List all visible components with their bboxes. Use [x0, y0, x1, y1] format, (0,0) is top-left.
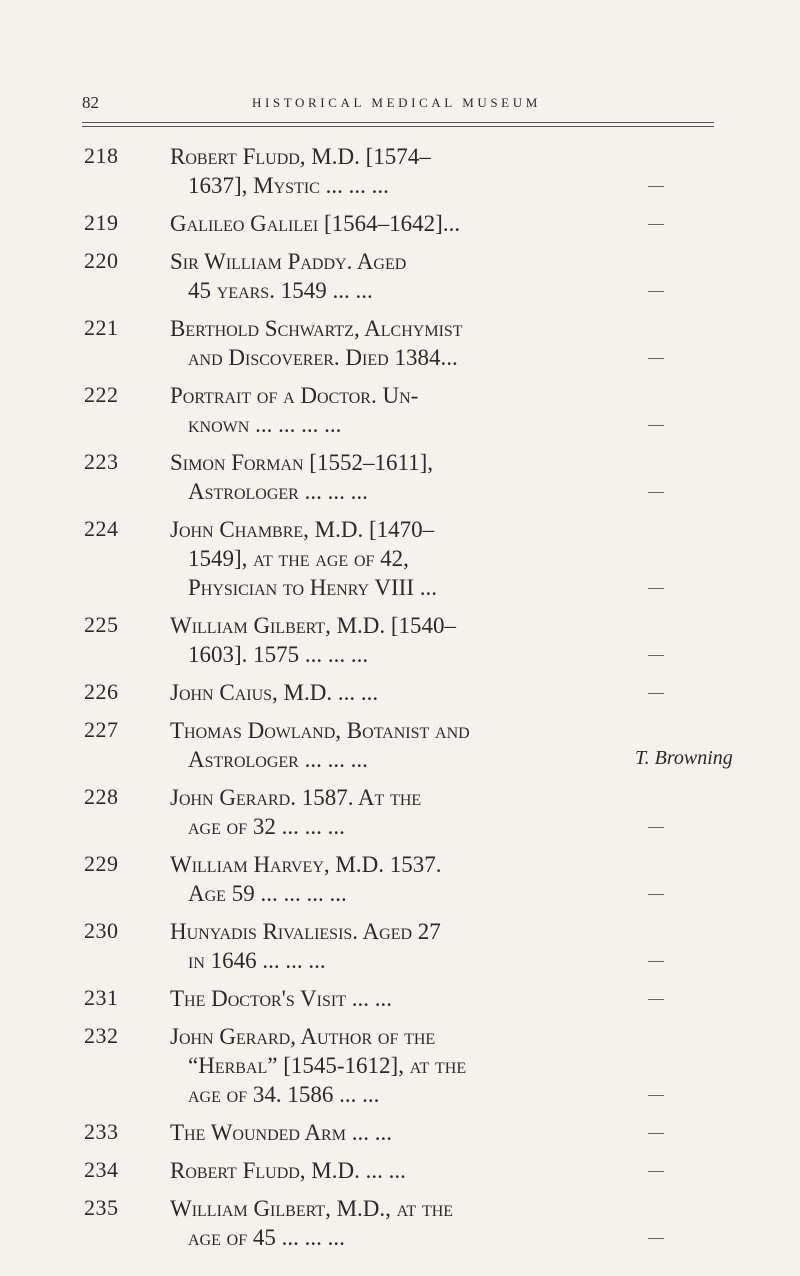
entry-line: Astrologer ... ... ...	[188, 747, 368, 772]
entry-line: Hunyadis Rivaliesis. Aged 27	[170, 919, 441, 944]
entry-number: 232	[84, 1023, 119, 1048]
entry-line: Robert Fludd, M.D. ... ...	[170, 1158, 406, 1183]
owner-dash	[648, 291, 664, 292]
entry-line: Sir William Paddy. Aged	[170, 249, 407, 274]
entry-line: Age 59 ... ... ... ...	[188, 881, 347, 906]
owner-dash	[648, 1238, 664, 1239]
entry-title	[170, 1022, 608, 1109]
header-rule-bottom	[82, 126, 714, 127]
catalogue-list	[0, 142, 800, 1261]
catalogue-entry	[0, 678, 800, 707]
entry-line: Astrologer ... ... ...	[188, 479, 368, 504]
entry-title	[170, 448, 608, 506]
entry-line: 1549], at the age of 42,	[188, 546, 409, 571]
entry-title	[170, 247, 608, 305]
owner-dash	[648, 655, 664, 656]
entry-title	[170, 314, 608, 372]
entry-line: 1637], Mystic ... ... ...	[188, 173, 389, 198]
entry-title	[170, 515, 608, 602]
owner-dash	[648, 224, 664, 225]
entry-line: in 1646 ... ... ...	[188, 948, 326, 973]
entry-line: William Gilbert, M.D. [1540–	[170, 613, 457, 638]
owner-dash	[648, 186, 664, 187]
owner-dash	[648, 1171, 664, 1172]
owner-dash	[648, 425, 664, 426]
owner-dash	[648, 492, 664, 493]
owner-dash	[648, 588, 664, 589]
entry-number: 234	[84, 1157, 119, 1182]
catalogue-entry	[0, 1118, 800, 1147]
catalogue-entry	[0, 142, 800, 200]
catalogue-entry	[0, 850, 800, 908]
entry-line: Berthold Schwartz, Alchymist	[170, 316, 463, 341]
catalogue-entry	[0, 515, 800, 602]
catalogue-entry	[0, 1022, 800, 1109]
entry-number: 223	[84, 449, 119, 474]
catalogue-entry	[0, 1156, 800, 1185]
owner-dash	[648, 1133, 664, 1134]
entry-title	[170, 783, 608, 841]
entry-number: 230	[84, 918, 119, 943]
entry-number: 222	[84, 382, 119, 407]
entry-number: 219	[84, 210, 119, 235]
entry-title	[170, 142, 608, 200]
catalogue-entry	[0, 209, 800, 238]
entry-line: The Wounded Arm ... ...	[170, 1120, 392, 1145]
catalogue-entry	[0, 381, 800, 439]
page-header	[0, 93, 800, 115]
entry-title	[170, 917, 608, 975]
entry-title	[170, 1156, 608, 1185]
catalogue-entry	[0, 1194, 800, 1252]
entry-title	[170, 381, 608, 439]
entry-line: William Gilbert, M.D., at the	[170, 1196, 454, 1221]
entry-line: Simon Forman [1552–1611],	[170, 450, 434, 475]
catalogue-entry	[0, 716, 800, 774]
entry-line: Physician to Henry VIII ...	[188, 575, 437, 600]
entry-title	[170, 850, 608, 908]
entry-number: 228	[84, 784, 119, 809]
entry-line: “Herbal” [1545-1612], at the	[188, 1053, 467, 1078]
entry-title	[170, 1118, 608, 1147]
owner-name: T. Browning	[635, 747, 733, 769]
catalogue-entry	[0, 314, 800, 372]
owner-dash	[648, 999, 664, 1000]
entry-line: and Discoverer. Died 1384...	[188, 345, 458, 370]
owner-dash	[648, 961, 664, 962]
entry-line: The Doctor's Visit ... ...	[170, 986, 392, 1011]
entry-line: John Chambre, M.D. [1470–	[170, 517, 435, 542]
owner-dash	[648, 358, 664, 359]
entry-line: William Harvey, M.D. 1537.	[170, 852, 442, 877]
owner-dash	[648, 1095, 664, 1096]
entry-number: 221	[84, 315, 119, 340]
entry-number: 225	[84, 612, 119, 637]
entry-line: age of 32 ... ... ...	[188, 814, 345, 839]
catalogue-entry	[0, 917, 800, 975]
entry-number: 224	[84, 516, 119, 541]
entry-number: 220	[84, 248, 119, 273]
entry-line: John Gerard, Author of the	[170, 1024, 436, 1049]
entry-title	[170, 1194, 608, 1252]
entry-title	[170, 678, 608, 707]
catalogue-entry	[0, 448, 800, 506]
catalogue-entry	[0, 247, 800, 305]
header-rule-top	[82, 122, 714, 123]
entry-number: 231	[84, 985, 119, 1010]
entry-title	[170, 209, 608, 238]
entry-line: known ... ... ... ...	[188, 412, 342, 437]
entry-title	[170, 716, 608, 774]
entry-line: age of 45 ... ... ...	[188, 1225, 345, 1250]
entry-line: Thomas Dowland, Botanist and	[170, 718, 470, 743]
entry-number: 226	[84, 679, 119, 704]
entry-number: 233	[84, 1119, 119, 1144]
entry-number: 229	[84, 851, 119, 876]
entry-line: 1603]. 1575 ... ... ...	[188, 642, 369, 667]
entry-line: John Caius, M.D. ... ...	[170, 680, 379, 705]
entry-line: Portrait of a Doctor. Un-	[170, 383, 419, 408]
entry-line: John Gerard. 1587. At the	[170, 785, 422, 810]
owner-dash	[648, 894, 664, 895]
entry-title	[170, 611, 608, 669]
entry-number: 235	[84, 1195, 119, 1220]
catalogue-entry	[0, 783, 800, 841]
catalogue-entry	[0, 611, 800, 669]
owner-dash	[648, 827, 664, 828]
entry-line: age of 34. 1586 ... ...	[188, 1082, 380, 1107]
catalogue-entry	[0, 984, 800, 1013]
running-head: HISTORICAL MEDICAL MUSEUM	[252, 95, 541, 110]
owner-dash	[648, 693, 664, 694]
entry-title	[170, 984, 608, 1013]
entry-number: 227	[84, 717, 119, 742]
entry-line: 45 years. 1549 ... ...	[188, 278, 373, 303]
entry-number: 218	[84, 143, 119, 168]
entry-line: Robert Fludd, M.D. [1574–	[170, 144, 431, 169]
page-number: 82	[82, 93, 99, 112]
entry-line: Galileo Galilei [1564–1642]...	[170, 211, 461, 236]
